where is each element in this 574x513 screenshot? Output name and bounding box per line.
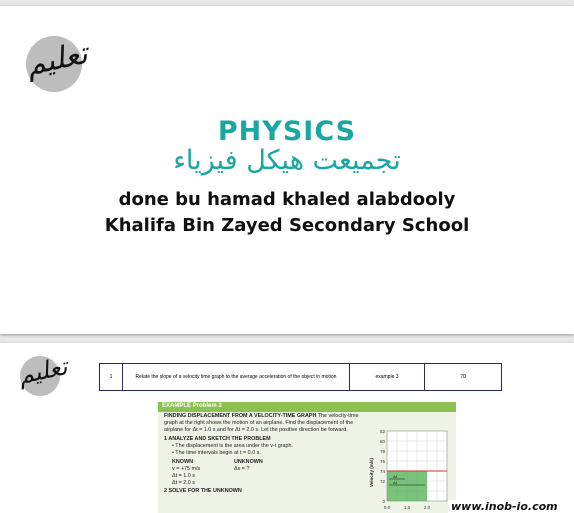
intro-3: airplane for Δt = 1.0 s and for Δt = 2.0 s. Let the positive direction be forward. [164, 427, 348, 433]
logo-calligraphy: تعليم [15, 352, 70, 390]
table-row [100, 364, 502, 391]
row-description: Relate the slope of a velocity time graph to the average acceleration of the object in motion [123, 364, 350, 391]
watermark: www.inob-io.com [448, 500, 561, 513]
x-tick: 0.0 [383, 505, 391, 510]
unknown-label: UNKNOWN [234, 459, 263, 465]
objective-table [99, 363, 502, 391]
velocity-time-graph [369, 427, 453, 513]
known-2: Δt = 1.0 s [172, 473, 195, 479]
bullet-2: • The time intervals begin at t = 0.0 s. [172, 450, 261, 456]
step-2: 2 SOLVE FOR THE UNKNOWN [164, 488, 242, 494]
example-text [164, 413, 364, 495]
cover-page [0, 6, 574, 334]
known-label: KNOWN [172, 459, 193, 465]
y-tick: 76 [379, 459, 385, 464]
x-tick: 2.0 [423, 505, 431, 510]
dt-label-1: Δt [393, 474, 397, 479]
author-line: done bu hamad khaled alabdooly [118, 189, 456, 210]
y-tick: 74 [379, 469, 385, 474]
y-axis-label: Velocity (m/s) [369, 457, 374, 487]
example-box [158, 402, 456, 513]
logo-calligraphy: تعليم [23, 35, 91, 84]
x-tick-labels [384, 505, 431, 510]
known-3: Δt = 2.0 s [172, 480, 195, 486]
dt-label-2: Δt [393, 480, 397, 485]
known-1: v = +75 m/s [172, 466, 201, 472]
school-line: Khalifa Bin Zayed Secondary School [104, 215, 470, 236]
bullet-1: • The displacement is the area under the v-t graph. [172, 443, 294, 449]
y-tick: 82 [379, 429, 385, 434]
intro-2: graph at the right shows the motion of an airplane. Find the displacement of the [164, 420, 354, 426]
y-tick: 78 [379, 449, 385, 454]
arabic-title: تجميعت هيكل فيزياء [173, 145, 401, 176]
y-tick: 80 [379, 439, 385, 444]
y-tick: 72 [379, 479, 385, 484]
physics-title: PHYSICS [217, 116, 357, 147]
unknown-1: Δx = ? [234, 466, 250, 472]
intro-bold: FINDING DISPLACEMENT FROM A VELOCITY-TIME GRAPH [164, 413, 317, 419]
row-page: 70 [425, 364, 502, 391]
y-tick: 0 [382, 499, 385, 504]
x-tick: 1.0 [403, 505, 411, 510]
intro-1: The velocity-time [317, 413, 359, 419]
content-page [0, 343, 574, 513]
step-1: 1 ANALYZE AND SKETCH THE PROBLEM [164, 436, 271, 442]
example-header: EXAMPLE Problem 3 [158, 402, 456, 412]
row-example: example 3 [350, 364, 425, 391]
y-tick-labels [380, 429, 386, 504]
row-number: 1 [100, 364, 123, 391]
